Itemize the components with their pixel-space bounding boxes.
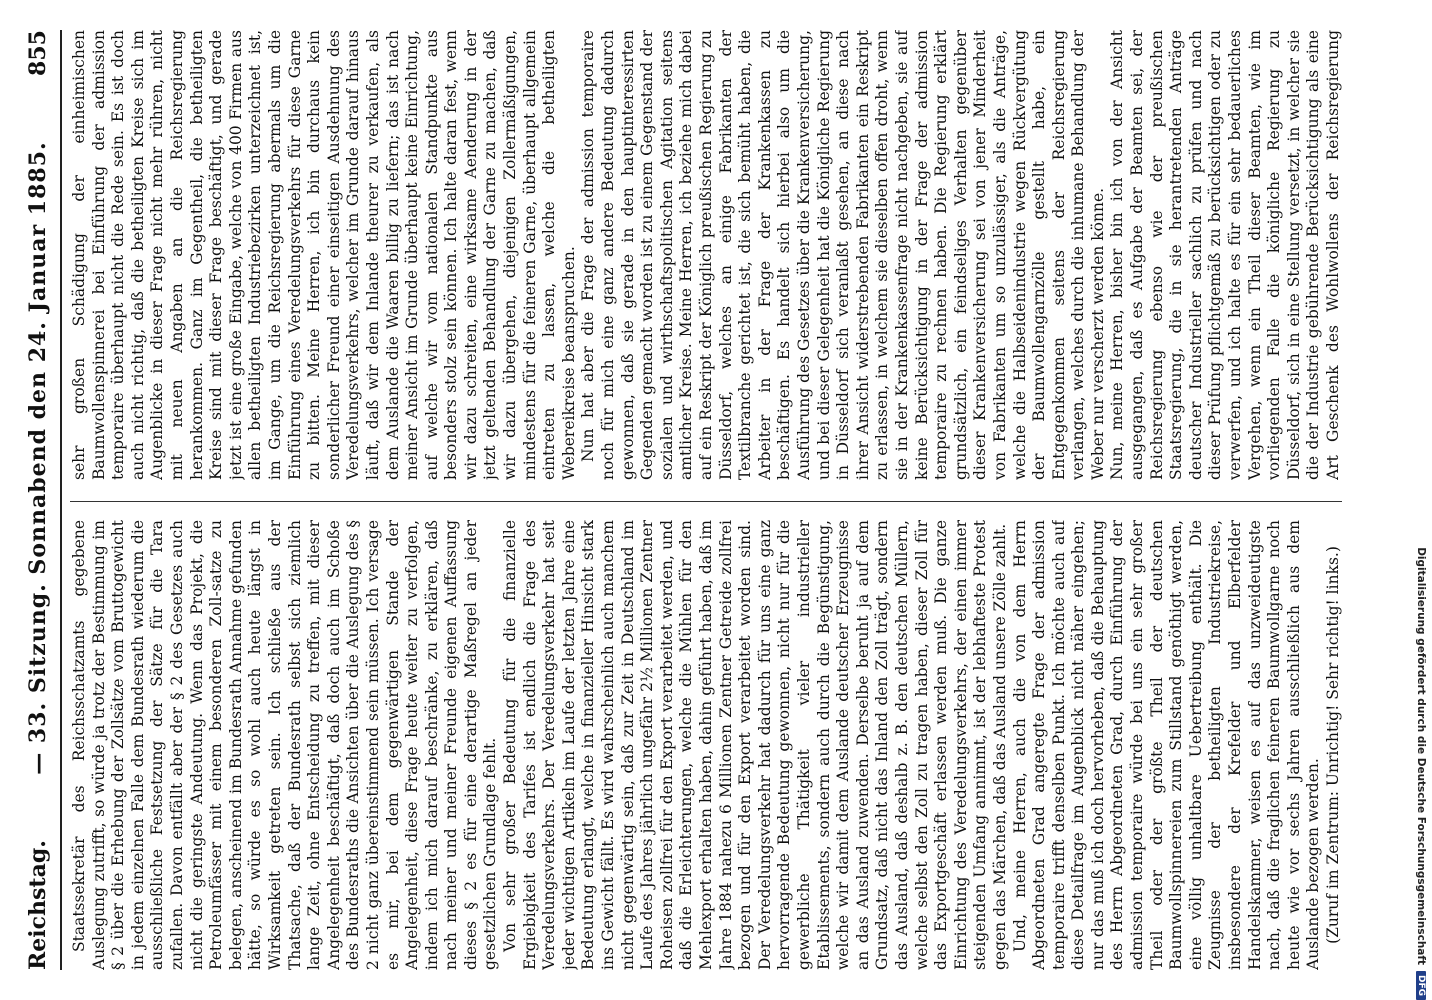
dfg-logo: DFG [1416,971,1426,1000]
digitization-credit [1412,0,1430,1000]
paragraph: Staatssekretär des Reichsschatzamts gegebene Auslegung zutrifft, so würde ja trotz der Bestimmung im § 2 über die Erhebung der Zollsätze vom Bruttogewicht in jedem einzelnen Falle dem Bundesrath wiederum die ausschließliche Festsetzung der Sätze für die Tara zufallen. Davon entfällt aber der § 2 des Gesetzes auch nicht die geringste Andeutung. Wenn das Projekt, die Petroleumfässer mit einem besonderen Zoll-satze zu belegen, anscheinend im Bundesrath Annahme gefunden hätte, so würde es so wohl auch heute längst in Wirksamkeit getreten sein. Ich schließe aus der Thatsache, daß der Bundesrath selbst sich ziemlich lange Zeit, ohne Entscheidung zu treffen, mit dieser Angelegenheit beschäftigt, daß doch auch im Schoße des Bundesraths die Ansichten über die Auslegung des § 2 nicht ganz übereinstimmend sein müssen. Ich versage es mir, bei dem gegenwärtigen Stande der Angelegenheit, diese Frage heute weiter zu verfolgen, indem ich mich darauf beschränke, zu erklären, daß nach meiner und meiner Freunde eigenen Auffassung dieses § 2 es für eine derartige Maßregel an jeder gesetzlichen Grundlage fehlt. [70,520,500,970]
header-left: Reichstag. [25,840,51,970]
page-number: 855 [25,30,51,76]
paragraph: Und, meine Herren, auch die von dem Herrn Abgeordneten Grad angeregte Frage der admission temporaire trifft denselben Punkt. Ich möchte auch auf diese Detailfrage im Augenblick nicht näher eingehen; nur das muß ich doch hervorheben, daß die Behauptung des Herrn Abgeordneten Grad, durch Einführung der admission temporaire würde bei uns ein sehr großer Theil oder der größte Theil der deutschen Baumwollspinnereien zum Stillstand genöthigt werden, eine völlig unhaltbare Uebertreibung enthält. Die Zeugnisse der betheiligten Industriekreise, insbesondere der Krefelder und Elberfelder Handelskammer, weisen es auf das unzweideutigste nach, daß die fraglichen feineren Baumwollgarne noch heute wie vor sechs Jahren ausschließlich aus dem Auslande bezogen werden. [1010,520,1323,970]
paragraph: Nun, meine Herren, bisher bin ich von der Ansicht ausgegangen, daß es Aufgabe der Beamten sei, der Reichsregierung ebenso wie der preußischen Staatsregierung, die in sie herantretenden Anträge deutscher Industrieller sachlich zu prüfen und nach dieser Prüfung pflichtgemäß zu berücksichtigen oder zu verwerfen, und ich halte es für ein sehr bedauerliches Vergehen, wenn ein Theil dieser Beamten, wie im vorliegenden Falle die königliche Regierung zu Düsseldorf, sich in eine Stellung versetzt, in welcher sie die der Industrie gebührende Berücksichtigung als eine Art Geschenk des Wohlwollens der Reichsregierung [1108,30,1342,480]
column-divider [70,501,1342,502]
paragraph: (Zuruf im Zentrum: Unrichtig! Sehr richtig! links.) [1324,546,1342,944]
paragraph: Nun hat aber die Frage der admission temporaire noch für mich eine ganz andere Bedeutung dadurch gewonnen, daß sie gerade in den hauptinteressirten Gegenden gemacht worden ist zu einem Gegenstand der sozialen und wirthschaftspolitischen Agitation seitens amtlicher Kreise. Meine Herren, ich beziehe mich dabei auf ein Reskript der Königlich preußischen Regierung zu Düsseldorf, welches an einige Fabrikanten der Textilbranche gerichtet ist, die sich bemüht haben, die Arbeiter in der Frage der Krankenkassen zu beschäftigen. Es handelt sich hierbei also um die Ausführung des Gesetzes über die Krankenversicherung, und bei dieser Gelegenheit hat die Königliche Regierung in Düsseldorf sich veranlaßt gesehen, an diese nach ihrer Ansicht widerstrebenden Fabrikanten ein Reskript zu erlassen, in welchem sie dieselben offen droht, wenn sie in der Krankenkassenfrage nicht nachgeben, sie auf keine Berücksichtigung in der Frage der admission temporaire zu rechnen haben. Die Regierung erklärt grundsätzlich, ein feindseliges Verhalten gegenüber dieser Krankenversicherung sei von jener Minderheit von Fabrikanten um so unzulässiger, als die Anträge, welche die Halbseidenindustrie wegen Rückvergütung der Baumwollengarnzölle gestellt habe, ein Entgegenkommen seitens der Reichsregierung verlangen, welches durch die inhumane Behandlung der Weber nur verscherzt werden könne. [579,30,1107,480]
page-header [18,30,58,970]
credit-text: Digitalisierung gefördert durch die Deutsche Forschungsgemeinschaft [1415,547,1427,965]
paragraph: Von sehr großer Bedeutung für die finanzielle Ergiebigkeit des Tarifes ist endlich die Frage des Veredelungsverkehrs. Der Veredelungsverkehr hat seit jeder wichtigen Artikeln im Laufe der letzten Jahre eine Bedeutung erlangt, welche in finanzieller Hinsicht stark ins Gewicht fällt. Es wird wahrscheinlich auch manchem nicht gegenwärtig sein, daß zur Zeit in Deutschland im Laufe des Jahres jährlich ungefähr 2½ Millionen Zentner Roheisen zollfrei für den Export verarbeitet werden, und daß die Erleichterungen, welche die Mühlen für den Mehlexport erhalten haben, dahin geführt haben, daß im Jahre 1884 nahezu 6 Millionen Zentner Getreide zollfrei bezogen und für den Export verarbeitet worden sind. Der Veredelungsverkehr hat dadurch für uns eine ganz hervorragende Bedeutung gewonnen, nicht nur für die gewerbliche Thätigkeit vieler industrieller Etablissements, sondern auch durch die Begünstigung, welche wir damit dem Auslande deutscher Erzeugnisse an das Ausland zuwenden. Derselbe beruht ja auf dem Grundsatz, daß nicht das Inland den Zoll trägt, sondern das Ausland, daß deshalb z. B. den deutschen Müllern, welche selbst den Zoll zu tragen haben, dieser Zoll für das Exportgeschäft erlassen werden muß. Die ganze Einrichtung des Veredelungsverkehrs, der einen immer steigenden Umfang annimmt, ist der lebhafteste Protest gegen das Märchen, daß das Ausland unsere Zölle zahlt. [501,520,1009,970]
header-rule [60,30,62,970]
paragraph: sehr großen Schädigung der einheimischen Baumwollenspinnerei bei Einführung der admission temporaire überhaupt nicht die Rede sein. Es ist doch auch nicht richtig, daß die betheiligten Kreise sich im Augenblicke in dieser Frage nicht mehr rühren, nicht mit neuen Angaben an die Reichsregierung herankommen. Ganz im Gegentheil, die betheiligten Kreise sind mit dieser Frage beschäftigt, und gerade jetzt ist eine große Eingabe, welche von 400 Firmen aus allen betheiligten Industriebezirken unterzeichnet ist, im Gange, um die Reichsregierung abermals um die Einführung eines Veredelungsverkehrs für diese Garne zu bitten. Meine Herren, ich bin durchaus kein sonderlicher Freund einer einseitigen Ausdehnung des Veredelungsverkehrs, welcher im Grunde darauf hinaus läuft, daß wir dem Inlande theurer zu verkaufen, als dem Auslande die Waaren billig zu liefern; das ist nach meiner Ansicht im Grunde überhaupt keine Einrichtung, auf welche wir vom nationalen Standpunkte aus besonders stolz sein können. Ich halte daran fest, wenn wir dazu schreiten, eine wirksame Aenderung in der jetzt geltenden Behandlung der Garne zu machen, daß wir dazu übergehen, diejenigen Zollermäßigungen, mindestens für die feineren Garne, überhaupt allgemein eintreten zu lassen, welche die betheiligten Webereikreise beanspruchen. [70,30,578,480]
right-column [70,30,1342,480]
header-title: — 33. Sitzung. Sonnabend den 24. Januar 1885. [25,141,51,775]
left-column [70,520,1342,970]
